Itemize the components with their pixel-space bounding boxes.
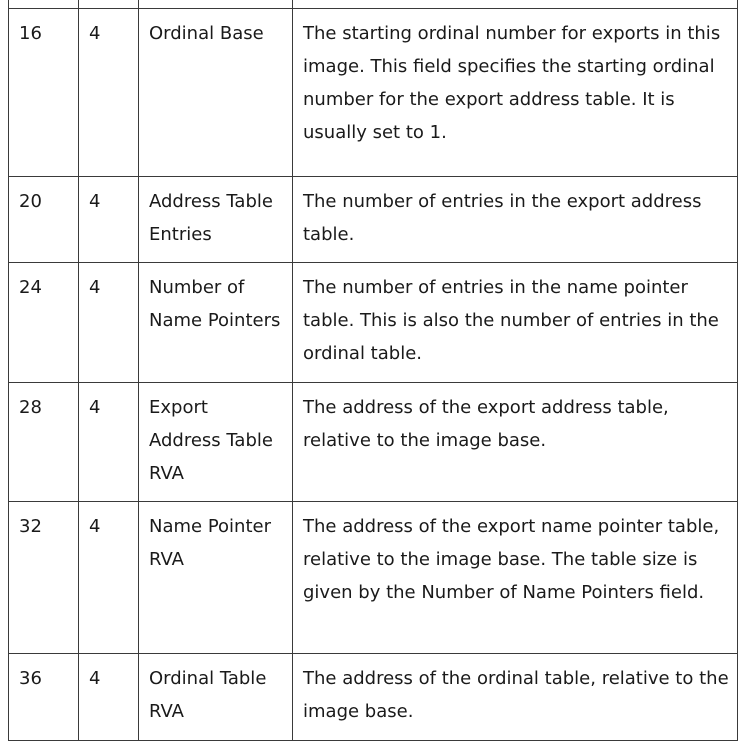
table-row	[9, 9, 738, 177]
field-cell: Export Address Table RVA	[139, 383, 293, 502]
description-cell: The number of entries in the name pointer table. This is also the number of entries in the ordinal table.	[293, 263, 738, 383]
field-cell: Number of Name Pointers	[139, 263, 293, 383]
description-cell: The number of entries in the export address table.	[293, 177, 738, 263]
field-cell: Name Pointer RVA	[139, 502, 293, 654]
size-cell: 4	[79, 263, 139, 383]
table-cell	[79, 0, 139, 9]
description-cell: The address of the ordinal table, relative to the image base.	[293, 654, 738, 741]
table-cell	[293, 0, 738, 9]
description-cell: The address of the export address table, relative to the image base.	[293, 383, 738, 502]
field-cell: Ordinal Table RVA	[139, 654, 293, 741]
offset-cell: 24	[9, 263, 79, 383]
table-row-previous-partial	[9, 0, 738, 9]
table-cell	[139, 0, 293, 9]
offset-cell: 36	[9, 654, 79, 741]
export-directory-table	[8, 0, 738, 741]
description-cell: The address of the export name pointer table, relative to the image base. The table size is given by the Number of Name Pointers field.	[293, 502, 738, 654]
description-cell: The starting ordinal number for exports in this image. This field specifies the starting ordinal number for the export address table. It is usually set to 1.	[293, 9, 738, 177]
offset-cell: 32	[9, 502, 79, 654]
size-cell: 4	[79, 9, 139, 177]
table-row	[9, 263, 738, 383]
table-row	[9, 654, 738, 741]
table-row	[9, 502, 738, 654]
offset-cell: 16	[9, 9, 79, 177]
field-cell: Ordinal Base	[139, 9, 293, 177]
offset-cell: 20	[9, 177, 79, 263]
size-cell: 4	[79, 654, 139, 741]
offset-cell: 28	[9, 383, 79, 502]
size-cell: 4	[79, 177, 139, 263]
field-cell: Address Table Entries	[139, 177, 293, 263]
size-cell: 4	[79, 383, 139, 502]
size-cell: 4	[79, 502, 139, 654]
table-row	[9, 177, 738, 263]
table-cell	[9, 0, 79, 9]
table-row	[9, 383, 738, 502]
